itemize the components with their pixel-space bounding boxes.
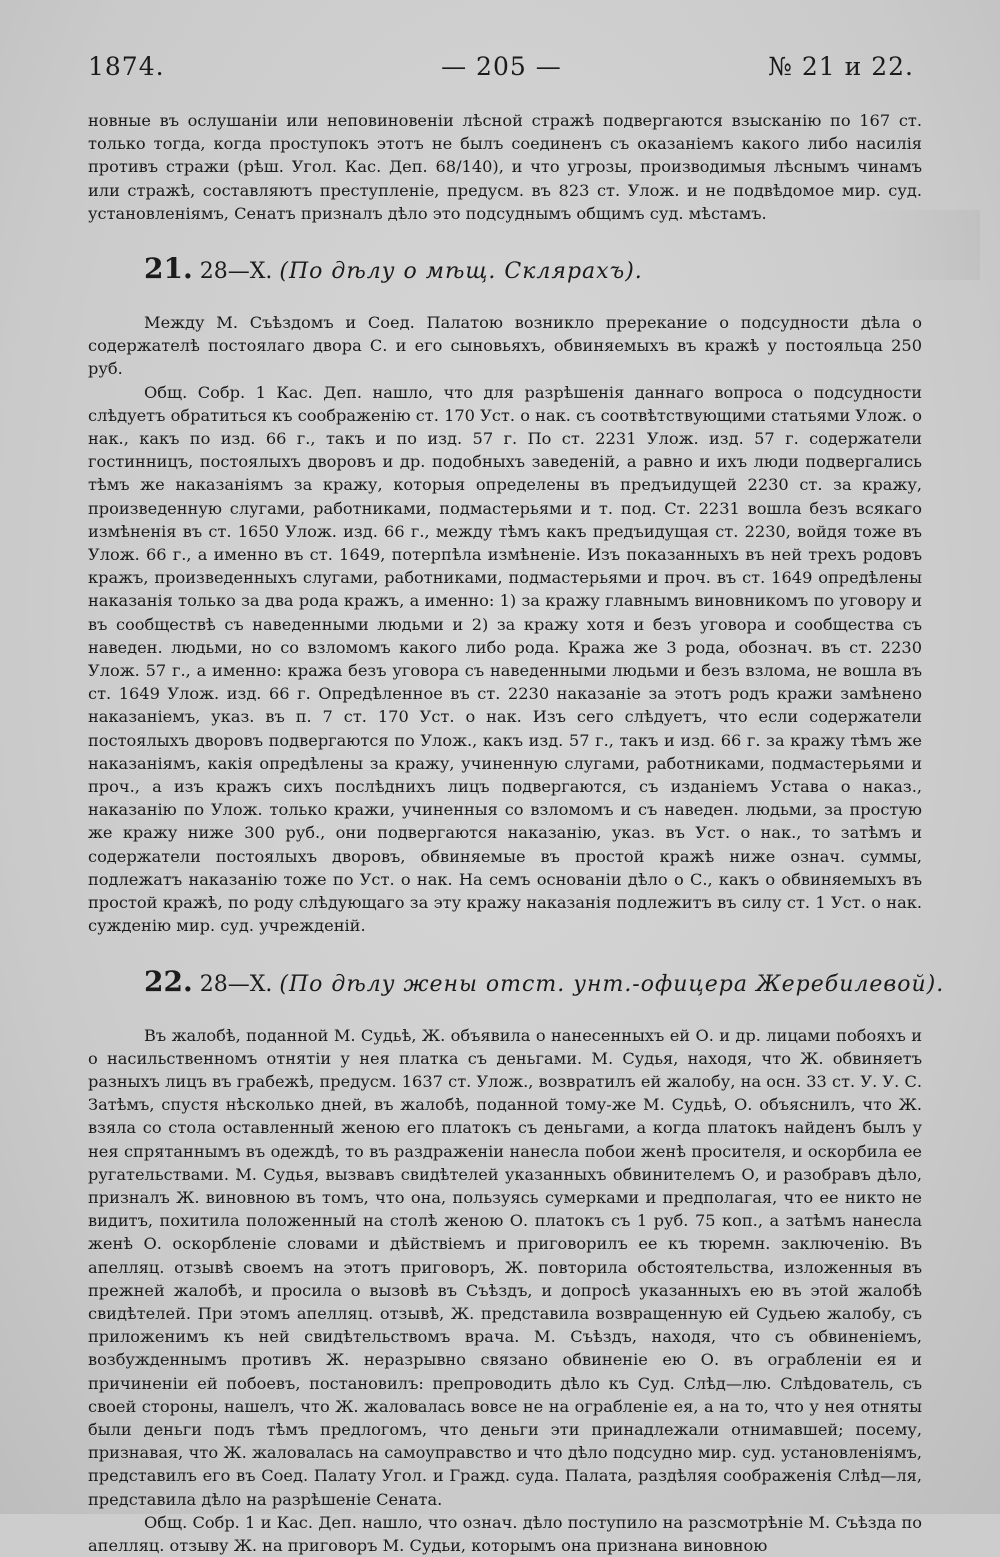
header-page-number: — 205 — [441, 52, 562, 81]
header-issue: № 21 и 22. [768, 52, 914, 81]
section-21-paragraph: Общ. Собр. 1 Кас. Деп. нашло, что для разрѣшенія даннаго вопроса о подсудности слѣдуетъ обратиться къ соображенію ст. 170 Уст. о нак. съ соотвѣтствующими статьями Улож. о нак., какъ по изд. 66 г., такъ и по изд. 57 г. По ст. 2231 Улож. изд. 57 г. содержатели гостинницъ, постоялыхъ дворовъ и др. подобныхъ заведеній, а равно и ихъ люди подвергались тѣмъ же наказаніямъ за кражу, которыя определены въ предъидущей 2230 ст. за кражу, произведенную слугами, работниками, подмастерьями и т. под. Ст. 2231 вошла безъ всякаго измѣненія въ ст. 1650 Улож. изд. 66 г., между тѣмъ какъ предъидущая ст. 2230, войдя тоже въ Улож. 66 г., а именно въ ст. 1649, потерпѣла измѣненіе. Изъ показанныхъ въ ней трехъ родовъ кражъ, произведенныхъ слугами, работниками, подмастерьями и проч. въ ст. 1649 опредѣлены наказанія только за два рода кражъ, а именно: 1) за кражу главнымъ виновникомъ по уговору и въ сообществѣ съ наведенными людьми и 2) за кражу хотя и безъ уговора и сообщества съ наведен. людьми, но со взломомъ какого либо рода. Кража же 3 рода, обознач. въ ст. 2230 Улож. 57 г., а именно: кража безъ уговора съ наведенными людьми и безъ взлома, не вошла въ ст. 1649 Улож. изд. 66 г. Опредѣленное въ ст. 2230 наказаніе за этотъ родъ кражи замѣнено наказаніемъ, указ. въ п. 7 ст. 170 Уст. о нак. Изъ сего слѣдуетъ, что если содержатели постоялыхъ дворовъ подвергаются по Улож., какъ изд. 57 г., такъ и изд. 66 г. за кражу тѣмъ же наказаніямъ, какія опредѣлены за кражу, учиненную слугами, работниками, подмастерьями и проч., а изъ кражъ сихъ послѣднихъ лицъ подвергаются, съ изданіемъ Устава о наказ., наказанію по Улож. только кражи, учиненныя со взломомъ и съ наведен. людьми, за простую же кражу ниже 300 руб., они подвергаются наказанію, указ. въ Уст. о нак., то затѣмъ и содержатели постоялыхъ дворовъ, обвиняемые въ простой кражѣ ниже означ. суммы, подлежатъ наказанію тоже по Уст. о нак. На семъ основаніи дѣло о С., какъ о обвиняемыхъ въ простой кражѣ, по роду слѣдующаго за эту кражу наказанія подлежитъ въ силу ст. 1 Уст. о нак. сужденію мир. суд. учрежденій. [88, 382, 922, 936]
section-21-number: 21. [144, 252, 193, 286]
intro-paragraph: новные въ ослушаніи или неповиновеніи лѣсной стражѣ подвергаются взысканію по 167 ст. только тогда, когда проступокъ этотъ не былъ соединенъ съ оказаніемъ какого либо насилія противъ стражи (рѣш. Угол. Кас. Деп. 68/140), и что угрозы, производимыя лѣснымъ чинамъ или стражѣ, составляютъ преступленіе, предусм. въ 823 ст. Улож. и не подвѣдомое мир. суд. установленіямъ, Сенатъ призналъ дѣло это подсуднымъ общимъ суд. мѣстамъ. [88, 111, 922, 223]
section-22-date: 28—X. [199, 971, 273, 997]
section-22-paragraph: Общ. Собр. 1 и Кас. Деп. нашло, что означ. дѣло поступило на разсмотрѣніе М. Съѣзда по апелляц. отзыву Ж. на приговоръ М. Судьи, которымъ она признана виновною [88, 1512, 922, 1555]
section-21-heading [144, 252, 922, 285]
section-22-heading [144, 964, 945, 998]
section-21-date: 28—X. [199, 259, 273, 285]
paper-bleed-through [860, 210, 980, 280]
header-year: 1874. [88, 52, 165, 81]
section-22-title: (По дѣлу жены отст. унт.-офицера Жеребилевой). [279, 971, 945, 997]
section-22-number: 22. [144, 964, 193, 998]
page-header [88, 52, 922, 81]
section-22-paragraph: Въ жалобѣ, поданной М. Судьѣ, Ж. объявила о нанесенныхъ ей О. и др. лицами побояхъ и о насильственномъ отнятіи у нея платка съ деньгами. М. Судья, находя, что Ж. обвиняетъ разныхъ лицъ въ грабежѣ, предусм. 1637 ст. Улож., возвратилъ ей жалобу, на осн. 33 ст. У. У. С. Затѣмъ, спустя нѣсколько дней, въ жалобѣ, поданной тому-же М. Судьѣ, О. объяснилъ, что Ж. взяла со стола оставленный женою его платокъ съ деньгами, а когда платокъ найденъ былъ у нея спрятаннымъ въ одеждѣ, то въ раздраженіи нанесла побои женѣ просителя, и оскорбила ее ругательствами. М. Судья, вызвавъ свидѣтелей указанныхъ обвинителемъ О, и разобравъ дѣло, призналъ Ж. виновною въ томъ, что она, пользуясь сумерками и предполагая, что ее никто не видитъ, похитила положенный на столѣ женою О. платокъ съ 1 руб. 75 коп., а затѣмъ нанесла женѣ О. оскорбленіе словами и дѣйствіемъ и приговорилъ ее къ тюремн. заключенію. Въ апелляц. отзывѣ своемъ на этотъ приговоръ, Ж. повторила обстоятельства, изложенныя въ прежней жалобѣ, и просила о вызовѣ въ Съѣздъ, и допросѣ указанныхъ ею въ этой жалобѣ свидѣтелей. При этомъ апелляц. отзывѣ, Ж. представила возвращенную ей Судьею жалобу, съ приложенимъ къ ней свидѣтельствомъ врача. М. Съѣздъ, находя, что съ обвиненіемъ, возбужденнымъ противъ Ж. неразрывно связано обвиненіе ею О. въ ограбленіи ея и причиненіи ей побоевъ, постановилъ: препроводить дѣло къ Суд. Слѣд—лю. Слѣдователь, съ своей стороны, нашелъ, что Ж. жаловалась вовсе не на ограбленіе ея, а на то, что у нея отняты были деньги подъ тѣмъ предлогомъ, что деньги эти принадлежали отнимавшей; посему, признавая, что Ж. жаловалась на самоуправство и что дѣло подсудно мир. суд. установленіямъ, представилъ его въ Соед. Палату Угол. и Гражд. суда. Палата, раздѣляя соображенія Слѣд—ля, представила дѣло на разрѣшеніе Сената. [88, 1025, 922, 1509]
section-21-title: (По дѣлу о мѣщ. Склярахъ). [279, 259, 643, 285]
section-21-paragraph: Между М. Съѣздомъ и Соед. Палатою возникло пререкание о подсудности дѣла о содержателѣ постоялаго двора С. и его сыновьяхъ, обвиняемыхъ въ кражѣ у постояльца 250 руб. [88, 313, 922, 379]
